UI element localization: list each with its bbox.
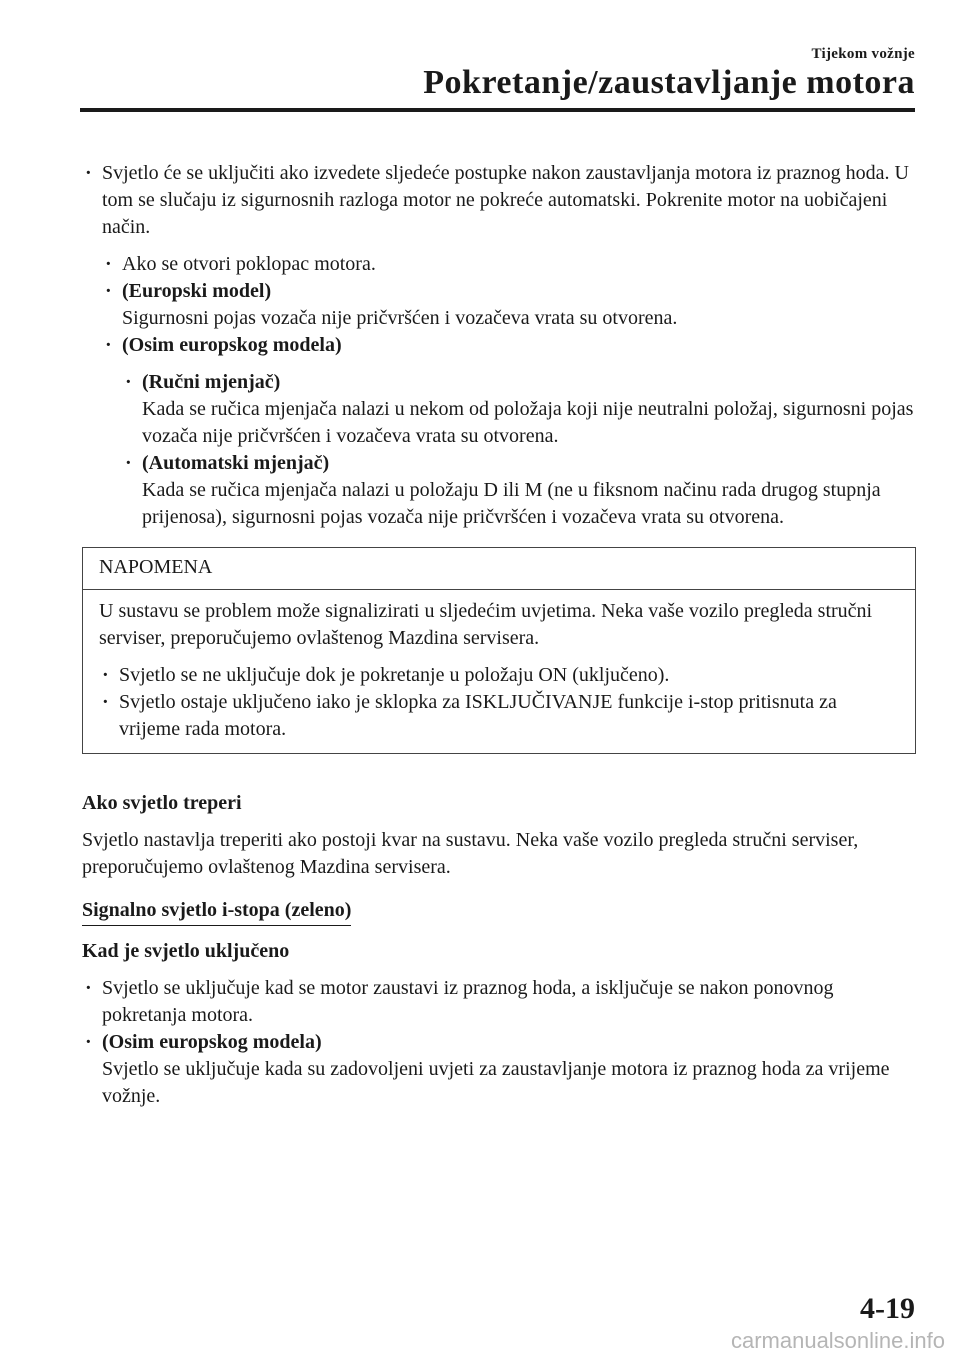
non-eu-model-label: · (Osim europskog modela): [122, 334, 342, 356]
light-on-subheading: Kad je svjetlo uključeno: [82, 940, 290, 962]
non-eu-model-item: [102, 332, 917, 359]
page-title: Pokretanje/zaustavljanje motora: [423, 64, 915, 101]
automatic-transmission-text: Kada se ručica mjenjača nalazi u položaju D ili M (ne u fiksnom načinu rada drugog stupnja prijenosa), sigurnosni pojas vozača nije pričvršćen i vozačeva vrata su otvorena.: [142, 479, 881, 528]
blink-heading: Ako svjetlo treperi: [82, 792, 242, 814]
green-item-2-label: · (Osim europskog modela): [102, 1031, 322, 1053]
eu-model-text: Sigurnosni pojas vozača nije pričvršćen i vozačeva vrata su otvorena.: [122, 307, 678, 329]
note-title: NAPOMENA: [83, 548, 915, 590]
hood-open-item: · Ako se otvori poklopac motora.: [102, 251, 917, 278]
watermark: carmanualsonline.info: [730, 1328, 945, 1353]
eu-model-item: [102, 278, 917, 332]
green-item-2-text: Svjetlo se uključuje kada su zadovoljeni uvjeti za zaustavljanje motora iz praznog hoda za vrijeme vožnje.: [102, 1058, 890, 1107]
note-text: U sustavu se problem može signalizirati u sljedećim uvjetima. Neka vaše vozilo pregleda stručni serviser, preporučujemo ovlaštenog Mazdina servisera.: [99, 600, 873, 649]
automatic-transmission-label: · (Automatski mjenjač): [142, 452, 330, 474]
green-indicator-heading: Signalno svjetlo i-stopa (zeleno): [82, 897, 351, 926]
note-box: [82, 547, 916, 754]
note-body: [83, 590, 915, 753]
note-item: · Svjetlo ostaje uključeno iako je sklopka za ISKLJUČIVANJE funkcije i-stop pritisnuta za vrijeme rada motora.: [99, 689, 899, 743]
manual-transmission-item: [122, 369, 917, 450]
manual-transmission-label: · (Ručni mjenjač): [142, 371, 281, 393]
eu-model-label: · (Europski model): [122, 280, 272, 302]
header-divider: [80, 108, 915, 112]
main-content: [82, 160, 917, 1110]
intro-bullet: · Svjetlo će se uključiti ako izvedete sljedeće postupke nakon zaustavljanja motora iz praznog hoda. U tom se slučaju iz sigurnosnih razloga motor ne pokreće automatski. Pokrenite motor na uobičajeni način.: [82, 160, 917, 241]
automatic-transmission-item: [122, 450, 917, 531]
green-item-1: · Svjetlo se uključuje kad se motor zaustavi iz praznog hoda, a isključuje se nakon ponovnog pokretanja motora.: [82, 975, 917, 1029]
green-item-2: [82, 1029, 917, 1110]
section-label: Tijekom vožnje: [811, 46, 915, 62]
blink-text: Svjetlo nastavlja treperiti ako postoji kvar na sustavu. Neka vaše vozilo pregleda stručni serviser, preporučujemo ovlaštenog Mazdina servisera.: [82, 829, 859, 878]
page-number: 4-19: [860, 1292, 915, 1325]
note-item: · Svjetlo se ne uključuje dok je pokretanje u položaju ON (uključeno).: [99, 662, 899, 689]
manual-transmission-text: Kada se ručica mjenjača nalazi u nekom od položaja koji nije neutralni položaj, sigurnosni pojas vozača nije pričvršćen i vozačeva vrata su otvorena.: [142, 398, 914, 447]
